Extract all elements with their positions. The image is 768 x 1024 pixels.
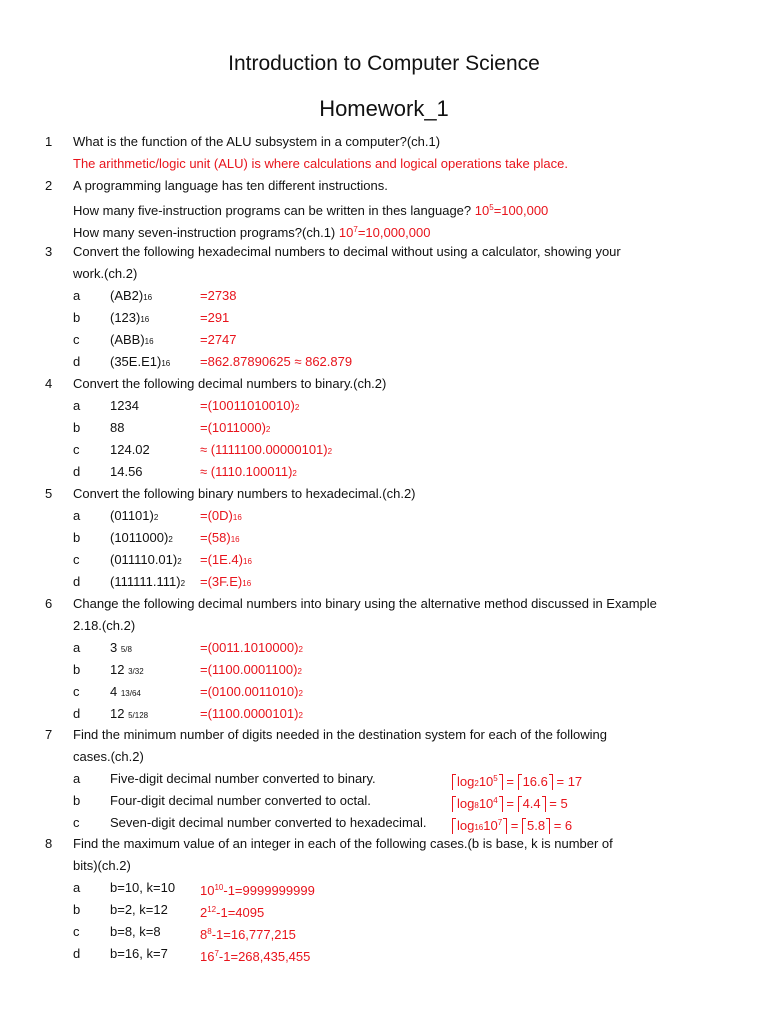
homework-page: Introduction to Computer Science Homework_1 1 What is the function of the ALU subsystem in a computer?(ch.1) The arithmetic/logic unit (ALU) is where calculations and logical operations take place. 2 A programming language has ten different instructions. How many five-instruction programs can be written in thes language? $10^5=100,000$ How many seven-instruction programs?(ch.1) $10^7=10,000,000$ 3 Convert the following hexadecimal numbers to decimal without using a calculator, showing your work.(ch.2) a (AB2)16 =2738 b (123)16 =291 c (ABB)16 =2747 d (35E.E1)16 =862.87890625 ≈ 862.879 4 Convert the following decimal numbers to binary.(ch.2) a 1234 =(10011010010)2 b 88 =(1011000)2 c 124.02 ≈ (1111100.00000101)2 d 14.56 ≈ (1110.100011)2 5 Convert the following binary numbers to hexadecimal.(ch.2) a (01101)2 =(0D)16 b (1011000)2 =(58)16 c (011110.01)2 =(1E.4)16 d (111111.111)2 =(3F.E)16 6 Change the following decimal numbers into binary using the alternative method discussed in Example 2.18.(ch.2) a 3 5/8 =(0011.1010000)2 b 12 3/32 =(1100.0001100)2 c 4 13/64 =(0100.0011010)2 d 12 5/128 =(1100.0000101)2 7 Find the minimum number of digits needed in the destination system for each of the following cases.(ch.2) a Five-digit decimal number converted to binary. $\log 210^5 = 16.6 = 17$ b Four-digit decimal number converted to octal. $\log 810^4 = 4.4 = 5$ c Seven-digit decimal number converted to hexadecimal. $\log 1610^7 = 5.8 = 6$ 8 Find the maximum value of an integer in each of the following cases.(b is base, k is number of bits)(ch.2) a b=10, k=10 $10^{10}-1=9999999999$ b b=2, k=12 $2^{12}-1=4095$ c b=8, k=8 $8^8-1=16,777,215$ d b=16, k=7 $16^7-1=268,435,455$ [0, 0, 768, 1024]
answer-text: $10^5=100,000$ [474, 203, 549, 218]
question-text: Convert the following binary numbers to hexadecimal.(ch.2) [73, 486, 416, 501]
document-title: Introduction to Computer Science [228, 52, 540, 75]
question-number: 6 [45, 596, 53, 611]
question-text-continued: cases.(ch.2) [73, 749, 144, 764]
question-text: Convert the following hexadecimal numbers to decimal without using a calculator, showing your [73, 244, 621, 259]
question-text: How many seven-instruction programs?(ch.1) [73, 225, 336, 240]
answer-text: $\log 1610^7 = 5.8 = 6$ [452, 812, 572, 839]
question-text: What is the function of the ALU subsystem in a computer?(ch.1) [73, 134, 441, 149]
question-text: Find the maximum value of an integer in each of the following cases.(b is base, k is number of [73, 836, 613, 851]
question-number: 4 [45, 376, 53, 391]
question-number: 1 [45, 134, 53, 149]
question-text: A programming language has ten different instructions. [73, 178, 388, 193]
question-number: 8 [45, 836, 53, 851]
question-text-continued: work.(ch.2) [73, 266, 138, 281]
question-text-continued: bits)(ch.2) [73, 858, 131, 873]
question-text: How many five-instruction programs can be written in thes language? [73, 203, 472, 218]
question-number: 2 [45, 178, 53, 193]
question-number: 5 [45, 486, 53, 501]
question-number: 7 [45, 727, 53, 742]
question-text: Convert the following decimal numbers to binary.(ch.2) [73, 376, 387, 391]
answer-text: $\log 210^5 = 16.6 = 17$ [452, 768, 582, 795]
question-text-continued: 2.18.(ch.2) [73, 618, 136, 633]
answer-text: $\log 810^4 = 4.4 = 5$ [452, 790, 568, 817]
question-text: Find the minimum number of digits needed in the destination system for each of the following [73, 727, 608, 742]
answer-text: The arithmetic/logic unit (ALU) is where calculations and logical operations take place. [73, 156, 568, 171]
question-text: Change the following decimal numbers into binary using the alternative method discussed in Example [73, 596, 657, 611]
document-subtitle: Homework_1 [319, 96, 449, 121]
answer-text: $10^7=10,000,000$ [338, 225, 431, 240]
question-number: 3 [45, 244, 53, 259]
